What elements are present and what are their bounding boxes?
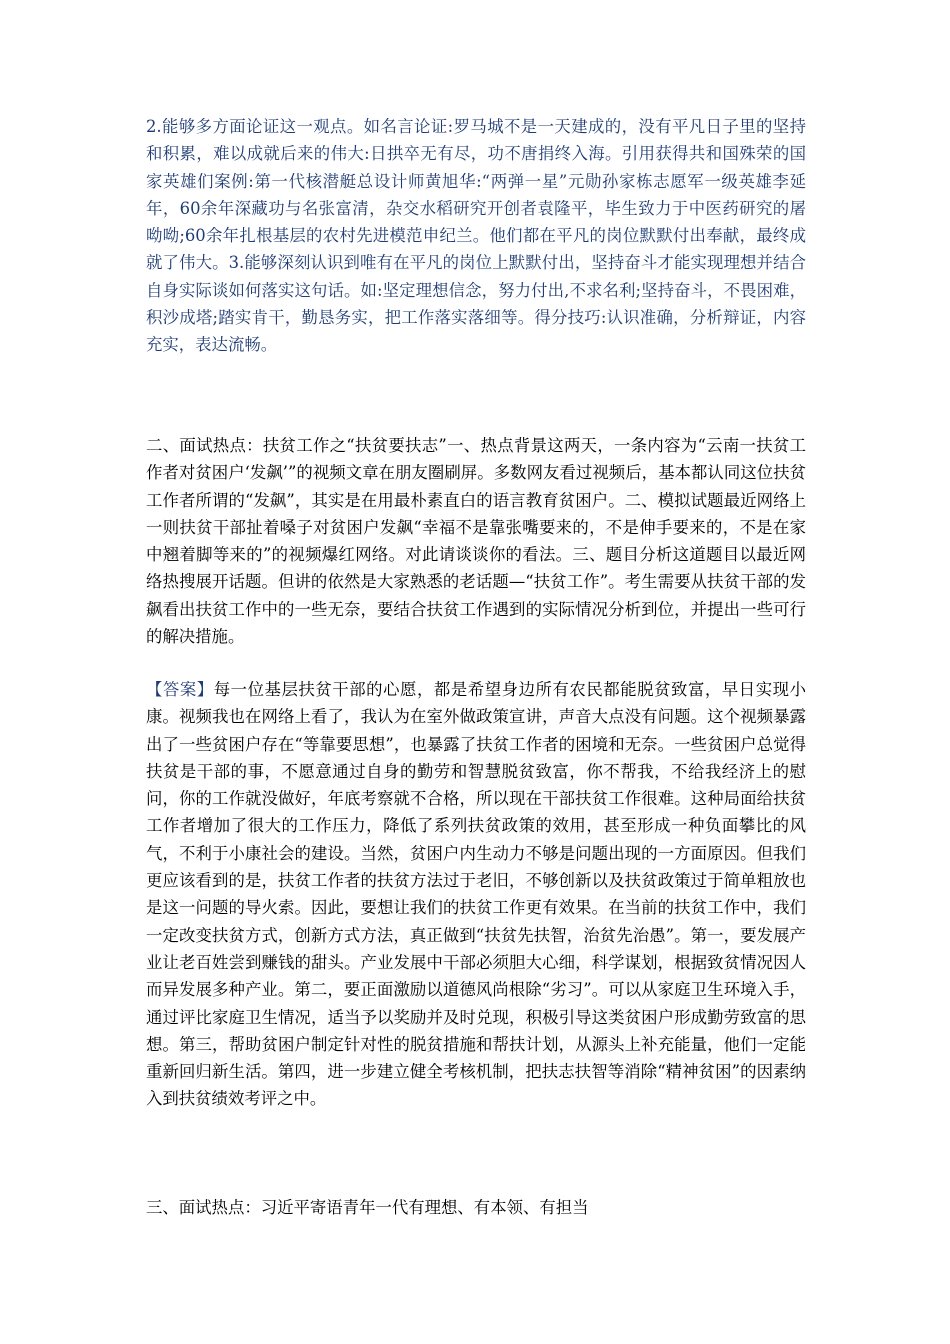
paragraph-answer: [146, 676, 806, 1113]
answer-body: 每一位基层扶贫干部的心愿，都是希望身边所有农民都能脱贫致富，早日实现小康。视频我也在网络上看了，我认为在室外做政策宣讲，声音大点没有问题。这个视频暴露出了一些贫困户存在“等靠要思想”，也暴露了扶贫工作者的困境和无奈。一些贫困户总觉得扶贫是干部的事，不愿意通过自身的勤劳和智慧脱贫致富，你不帮我，不给我经济上的慰问，你的工作就没做好，年底考察就不合格，所以现在干部扶贫工作很难。这种局面给扶贫工作者增加了很大的工作压力，降低了系列扶贫政策的效用，甚至形成一种负面攀比的风气，不利于小康社会的建设。当然，贫困户内生动力不够是问题出现的一方面原因。但我们更应该看到的是，扶贫工作者的扶贫方法过于老旧，不够创新以及扶贫政策过于简单粗放也是这一问题的导火索。因此，要想让我们的扶贫工作更有效果。在当前的扶贫工作中，我们一定改变扶贫方式，创新方式方法，真正做到“扶贫先扶智，治贫先治愚”。第一，要发展产业让老百姓尝到赚钱的甜头。产业发展中干部必须胆大心细，科学谋划，根据致贫情况因人而异发展多种产业。第二，要正面激励以道德风尚根除“劣习”。可以从家庭卫生环境入手，通过评比家庭卫生情况，适当予以奖励并及时兑现，积极引导这类贫困户形成勤劳致富的思想。第三，帮助贫困户制定针对性的脱贫措施和帮扶计划，从源头上补充能量，他们一定能重新回归新生活。第四，进一步建立健全考核机制，把扶志扶智等消除“精神贫困”的因素纳入到扶贫绩效考评之中。: [146, 680, 806, 1109]
paragraph-hotspot-youth: 三、面试热点：习近平寄语青年一代有理想、有本领、有担当: [146, 1198, 589, 1217]
paragraph-argument-analysis: 2.能够多方面论证这一观点。如名言论证:罗马城不是一天建成的，没有平凡日子里的坚持和积累，难以成就后来的伟大:日拱卒无有尽，功不唐捐终入海。引用获得共和国殊荣的国家英雄们案例:第一代核潜艇总设计师黄旭华:“两弹一星”元勋孙家栋志愿军一级英雄李延年，60余年深藏功与名张富清，杂交水稻研究开创者袁隆平，毕生致力于中医药研究的屠呦呦;60余年扎根基层的农村先进模范申纪兰。他们都在平凡的岗位默默付出奉献，最终成就了伟大。3.能够深刻认识到唯有在平凡的岗位上默默付出，坚持奋斗才能实现理想并结合自身实际谈如何落实这句话。如:坚定理想信念，努力付出,不求名利;坚持奋斗，不畏困难，积沙成塔;踏实肯干，勤恳务实，把工作落实落细等。得分技巧:认识准确，分析辩证，内容充实，表达流畅。: [146, 117, 806, 355]
paragraph-hotspot-poverty-alleviation: 二、面试热点：扶贫工作之“扶贫要扶志”一、热点背景这两天，一条内容为“云南一扶贫工作者对贫困户‘发飙’”的视频文章在朋友圈刷屏。多数网友看过视频后，基本都认同这位扶贫工作者所谓的“发飙”，其实是在用最朴素直白的语言教育贫困户。二、模拟试题最近网络上一则扶贫干部扯着嗓子对贫困户发飙“幸福不是靠张嘴要来的，不是伸手要来的，不是在家中翘着脚等来的”的视频爆红网络。对此请谈谈你的看法。三、题目分析这道题目以最近网络热搜展开话题。但讲的依然是大家熟悉的老话题—“扶贫工作”。考生需要从扶贫干部的发飙看出扶贫工作中的一些无奈，要结合扶贫工作遇到的实际情况分析到位，并提出一些可行的解决措施。: [146, 436, 806, 647]
answer-tag: 【答案】: [146, 680, 214, 699]
